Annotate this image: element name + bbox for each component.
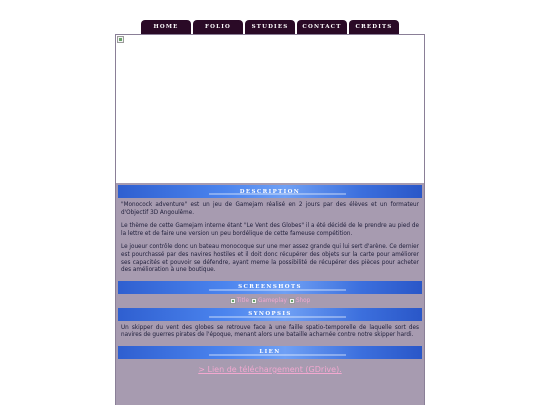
content-frame [115, 34, 425, 405]
section-title-lien: LIEN [259, 349, 281, 356]
screenshot-title-link[interactable] [230, 298, 249, 304]
nav-tab-folio[interactable]: FOLIO [193, 20, 243, 34]
nav-tab-studies[interactable]: STUDIES [245, 20, 295, 34]
screenshot-alt-title: Title [236, 297, 249, 304]
broken-image-icon [289, 298, 295, 304]
description-paragraph-3: Le joueur contrôle donc un bateau monocoque sur une mer assez grande qui lui sert d'arène. Ce dernier est pourchassé par des navires hostiles et il doit donc récupérer des objets sur la carte pour améliorer ses capacités et pouvoir se défendre, ayant meme la possibilité de récupérer des pièces pour acheter des amélioration à une boutique. [121, 244, 419, 274]
nav-tab-credits[interactable]: CREDITS [349, 20, 399, 34]
section-header-screenshots [118, 281, 422, 294]
screenshot-alt-shop: Shop [295, 297, 311, 304]
screenshot-alt-gameplay: Gameplay [257, 297, 287, 304]
project-content [116, 183, 424, 405]
broken-image-icon [230, 298, 236, 304]
broken-image-icon [117, 36, 124, 43]
description-paragraph-2: Le thème de cette Gamejam interne étant "Le Vent des Globes" il a été décidé de le prendre au pied de la lettre et de faire une version un peu bordélique de cette fameuse compétition. [121, 223, 419, 237]
section-header-synopsis [118, 308, 422, 321]
section-header-lien [118, 346, 422, 359]
banner-image-area [116, 35, 424, 183]
synopsis-paragraph: Un skipper du vent des globes se retrouve face à une faille spatio-temporelle de laquelle sort des navires de guerres pirates de l'époque, menant alors une bataille acharnée contre notre skipper hardi. [121, 324, 419, 339]
description-paragraph-1: "Monocock adventure" est un jeu de Gamejam réalisé en 2 jours par des élèves et un formateur d'Objectif 3D Angoulême. [121, 202, 419, 216]
section-title-description: DESCRIPTION [239, 188, 301, 195]
top-navigation [141, 20, 399, 34]
screenshot-gameplay-link[interactable] [251, 298, 287, 304]
section-title-synopsis: SYNOPSIS [248, 311, 292, 318]
nav-tab-home[interactable]: HOME [141, 20, 191, 34]
screenshot-shop-link[interactable] [289, 298, 310, 304]
section-header-description [118, 185, 422, 198]
nav-tab-contact[interactable]: CONTACT [297, 20, 347, 34]
screenshot-links [118, 298, 422, 304]
broken-image-icon [251, 298, 257, 304]
download-link[interactable]: > Lien de téléchargement (GDrive). [198, 364, 342, 374]
section-title-screenshots: SCREENSHOTS [238, 284, 302, 291]
